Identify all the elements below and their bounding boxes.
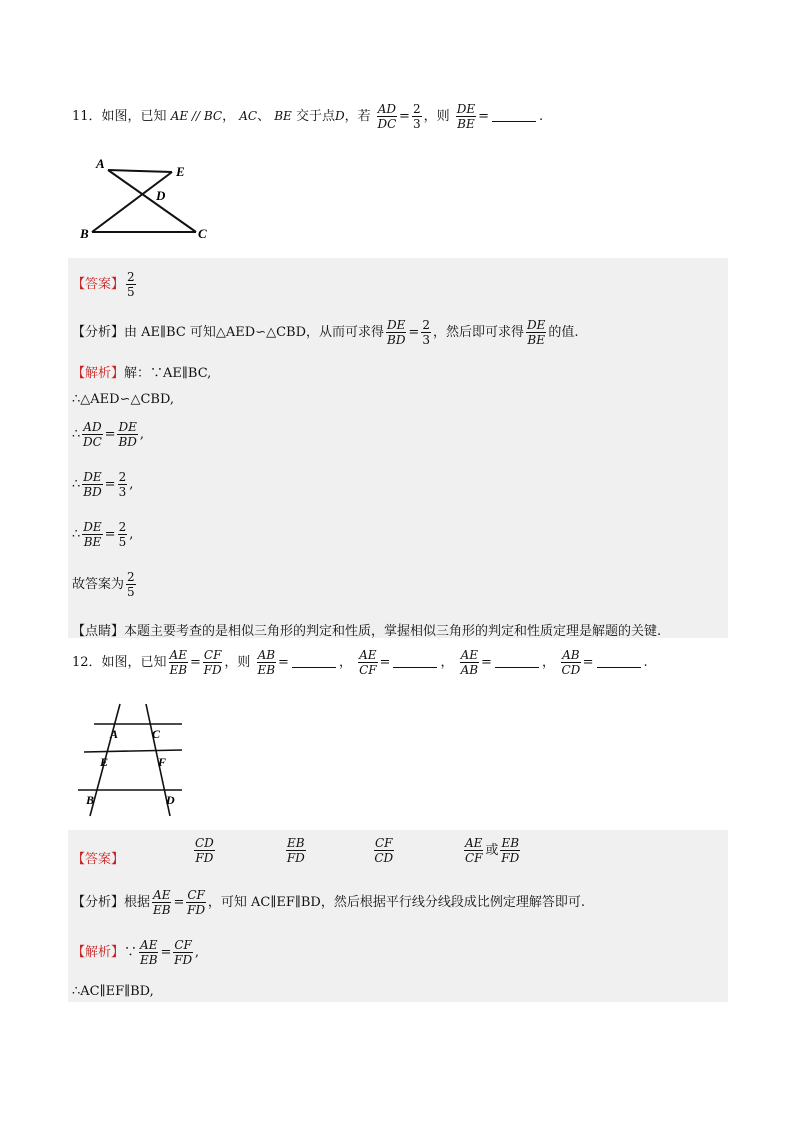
a12-solution: 【解析】∵ $\frac{AE}{EB}$ = $\frac{CF}{FD}$ , (72, 938, 200, 967)
fig12-label-f: F (158, 755, 167, 769)
a11-answer: 【答案】 $\frac{2}{5}$ (72, 270, 135, 299)
fig12-label-a: A (110, 727, 119, 741)
q12-figure (76, 702, 186, 820)
answer-blank-3 (495, 667, 539, 668)
frac-de-be: $\frac{DE}{BE}$ (456, 102, 476, 131)
q12-text: 12．如图，已知 $\frac{AE}{EB}$ = $\frac{CF}{FD}$ ，则 $\frac{AB}{EB}$ = ， $\frac{AE}{CF}$ = ， $\frac{AE}{AB}$ = ， $\frac{AB}{CD}$ = . (72, 648, 648, 677)
a11-line6: 故答案为 $\frac{2}{5}$ (72, 570, 135, 599)
q11-text: 11．如图，已知 AE // BC， AC、 BE 交于点D，若 $\frac{AD}{DC}$ = $\frac{2}{3}$ ，则 $\frac{DE}{BE}$ = . (72, 102, 544, 131)
frac-2-3: $\frac{2}{3}$ (412, 102, 421, 131)
fig-label-c: C (198, 226, 207, 241)
fig12-label-e: E (100, 755, 109, 769)
answer-blank-1 (292, 667, 336, 668)
fig12-label-d: D (166, 793, 175, 807)
a12-answer: 【答案】 $\frac{CD}{FD}$ $\frac{EB}{FD}$ $\frac{CF}{CD}$ $\frac{AE}{CF}$ 或 $\frac{EB}{FD}$ (72, 836, 520, 867)
a11-line3: ∴ $\frac{AD}{DC}$ = $\frac{DE}{BD}$ , (72, 420, 145, 449)
fig-label-d: D (156, 188, 166, 203)
frac-ad-dc: $\frac{AD}{DC}$ (377, 102, 397, 131)
q11-figure (78, 152, 218, 242)
a11-solution: 【解析】解：∵AE∥BC, (72, 366, 212, 381)
fig-label-a: A (96, 156, 105, 171)
answer-panel-11 (68, 258, 728, 638)
a11-analysis: 【分析】由 AE∥BC 可知△AED∽△CBD，从而可求得 $\frac{DE}{BD}$ = $\frac{2}{3}$ ，然后即可求得 $\frac{DE}{BE}$ 的值. (72, 318, 579, 347)
a11-comment: 【点睛】本题主要考查的是相似三角形的判定和性质，掌握相似三角形的判定和性质定理是解题的关键. (72, 624, 662, 639)
a11-line4: ∴ $\frac{DE}{BD}$ = $\frac{2}{3}$ , (72, 470, 134, 499)
answer-blank-2 (393, 667, 437, 668)
fig12-label-b: B (86, 793, 95, 807)
answer-blank (492, 121, 536, 122)
fig-label-b: B (80, 226, 89, 241)
fig-label-e: E (176, 164, 185, 179)
answer-blank-4 (597, 667, 641, 668)
a12-line2: ∴AC∥EF∥BD, (72, 984, 154, 999)
a11-line5: ∴ $\frac{DE}{BE}$ = $\frac{2}{5}$ , (72, 520, 134, 549)
a11-line2: ∴△AED∽△CBD, (72, 392, 175, 407)
a12-analysis: 【分析】根据 $\frac{AE}{EB}$ = $\frac{CF}{FD}$ ，可知 AC∥EF∥BD，然后根据平行线分线段成比例定理解答即可. (72, 888, 585, 917)
fig12-label-c: C (152, 727, 161, 741)
